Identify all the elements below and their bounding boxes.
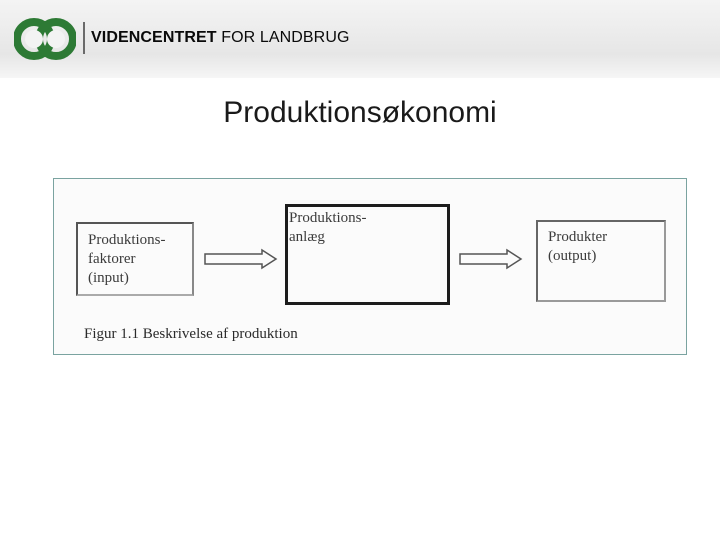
slide-title: Produktionsøkonomi [223, 96, 497, 129]
input-factors-label: Produktions- faktorer (input) [88, 232, 166, 286]
arrow-input-to-plant [205, 250, 276, 268]
output-products-label: Produkter (output) [548, 229, 608, 264]
arrow-plant-to-output [460, 250, 521, 268]
figure-caption: Figur 1.1 Beskrivelse af produktion [84, 326, 298, 342]
production-plant-label: Produktions- anlæg [289, 210, 367, 245]
brand-light: FOR LANDBRUG [216, 29, 350, 46]
brand-bold: VIDENCENTRET [91, 29, 217, 46]
